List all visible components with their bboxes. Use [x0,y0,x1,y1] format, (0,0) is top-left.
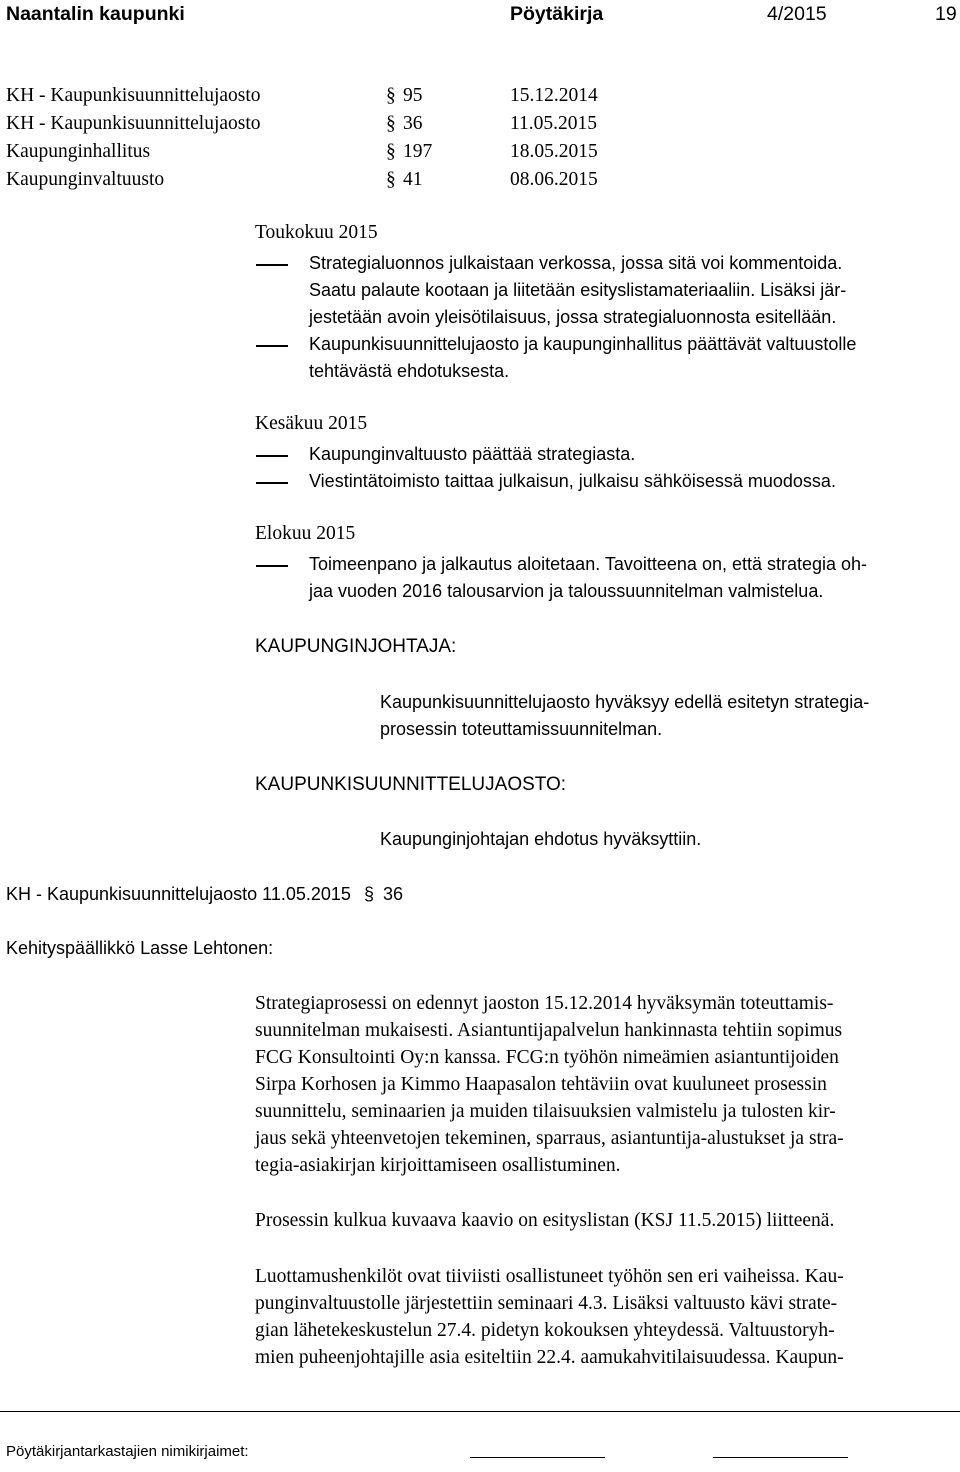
header-page-number: 19 [935,3,957,25]
signatures-label: Pöytäkirjantarkastajien nimikirjaimet: [6,1443,249,1460]
paragraph-line: suunnittelu, seminaarien ja muiden tilaisuuksien valmistelu ja tulosten kir- [255,1101,836,1122]
history-body: Kaupunginhallitus [6,141,151,162]
history-section: 95 [403,85,423,106]
history-section: 36 [403,113,423,134]
history-date: 11.05.2015 [510,113,598,134]
meeting-reference-section: 36 [382,884,403,904]
dash-bullet-icon [256,264,288,266]
schedule-may-title: Toukokuu 2015 [255,222,378,243]
mayor-heading: KAUPUNGINJOHTAJA: [255,636,457,657]
history-section: 197 [403,141,433,162]
paragraph-line: mien puheenjohtajille asia esiteltiin 22.4. aamukahvitilaisuudessa. Kaupun- [255,1347,844,1368]
history-date: 08.06.2015 [510,169,598,190]
schedule-item-line: Viestintätoimisto taittaa julkaisun, julkaisu sähköisessä muodossa. [309,471,836,491]
paragraph-line: Prosessin kulkua kuvaava kaavio on esityslistan (KSJ 11.5.2015) liitteenä. [255,1210,835,1231]
dash-bullet-icon [256,345,288,347]
schedule-item-line: Kaupunkisuunnittelujaosto ja kaupunginhallitus päättävät valtuustolle [309,334,857,354]
schedule-june-title: Kesäkuu 2015 [255,413,368,434]
history-section: 41 [403,169,423,190]
paragraph-line: Sirpa Korhosen ja Kimmo Haapasalon tehtäviin ovat kuuluneet prosessin [255,1074,827,1095]
schedule-item-line: tehtävästä ehdotuksesta. [309,361,510,381]
mayor-proposal-line: prosessin toteuttamissuunnitelman. [380,719,663,739]
header-issue: 4/2015 [767,3,827,25]
section-sign: § [386,141,396,162]
committee-heading: KAUPUNKISUUNNITTELUJAOSTO: [255,774,567,795]
committee-decision: Kaupunginjohtajan ehdotus hyväksyttiin. [380,829,702,849]
meeting-reference-text: KH - Kaupunkisuunnittelujaosto 11.05.2015 [6,884,351,904]
history-date: 18.05.2015 [510,141,598,162]
schedule-item-line: jestetään avoin yleisötilaisuus, jossa strategialuonnosta esitellään. [309,307,837,327]
schedule-item-line: Kaupunginvaltuusto päättää strategiasta. [309,444,636,464]
paragraph-line: gian lähetekeskustelun 27.4. pidetyn kokouksen yhteydessä. Valtuustoryh- [255,1320,835,1341]
history-body: Kaupunginvaltuusto [6,169,165,190]
paragraph-line: tegia-asiakirjan kirjoittamiseen osallistuminen. [255,1155,621,1176]
paragraph-line: FCG Konsultointi Oy:n kanssa. FCG:n työhön nimeämien asiantuntijoiden [255,1047,839,1068]
presenter-label: Kehityspäällikkö Lasse Lehtonen: [6,938,274,958]
schedule-item-line: Saatu palaute kootaan ja liitetään esityslistamateriaaliin. Lisäksi jär- [309,280,847,300]
header-doc-type: Pöytäkirja [510,3,604,25]
section-sign: § [386,113,396,134]
paragraph-line: punginvaltuustolle järjestettiin seminaari 4.3. Lisäksi valtuusto kävi strate- [255,1293,838,1314]
section-sign: § [363,884,374,904]
dash-bullet-icon [256,565,288,567]
paragraph-line: suunnitelman mukaisesti. Asiantuntijapalvelun hankinnasta tehtiin sopimus [255,1020,843,1041]
history-body: KH - Kaupunkisuunnittelujaosto [6,85,261,106]
signature-line [713,1457,848,1458]
paragraph-line: Luottamushenkilöt ovat tiiviisti osallistuneet työhön sen eri vaiheissa. Kau- [255,1266,844,1287]
dash-bullet-icon [256,482,288,484]
paragraph-line: Strategiaprosessi on edennyt jaoston 15.12.2014 hyväksymän toteuttamis- [255,993,834,1014]
section-sign: § [386,169,396,190]
schedule-item-line: jaa vuoden 2016 talousarvion ja taloussuunnitelman valmistelua. [309,581,824,601]
paragraph-line: jaus sekä yhteenvetojen tekeminen, sparraus, asiantuntija-alustukset ja stra- [255,1128,844,1149]
dash-bullet-icon [256,455,288,457]
history-body: KH - Kaupunkisuunnittelujaosto [6,113,261,134]
section-sign: § [386,85,396,106]
schedule-august-title: Elokuu 2015 [255,523,356,544]
signature-line [470,1457,605,1458]
header-city: Naantalin kaupunki [6,3,185,25]
meeting-reference [6,884,403,905]
footer-divider [0,1411,960,1412]
schedule-item-line: Toimeenpano ja jalkautus aloitetaan. Tavoitteena on, että strategia oh- [309,554,868,574]
history-date: 15.12.2014 [510,85,598,106]
schedule-item-line: Strategialuonnos julkaistaan verkossa, jossa sitä voi kommentoida. [309,253,843,273]
mayor-proposal-line: Kaupunkisuunnittelujaosto hyväksyy edellä esitetyn strategia- [380,692,870,712]
